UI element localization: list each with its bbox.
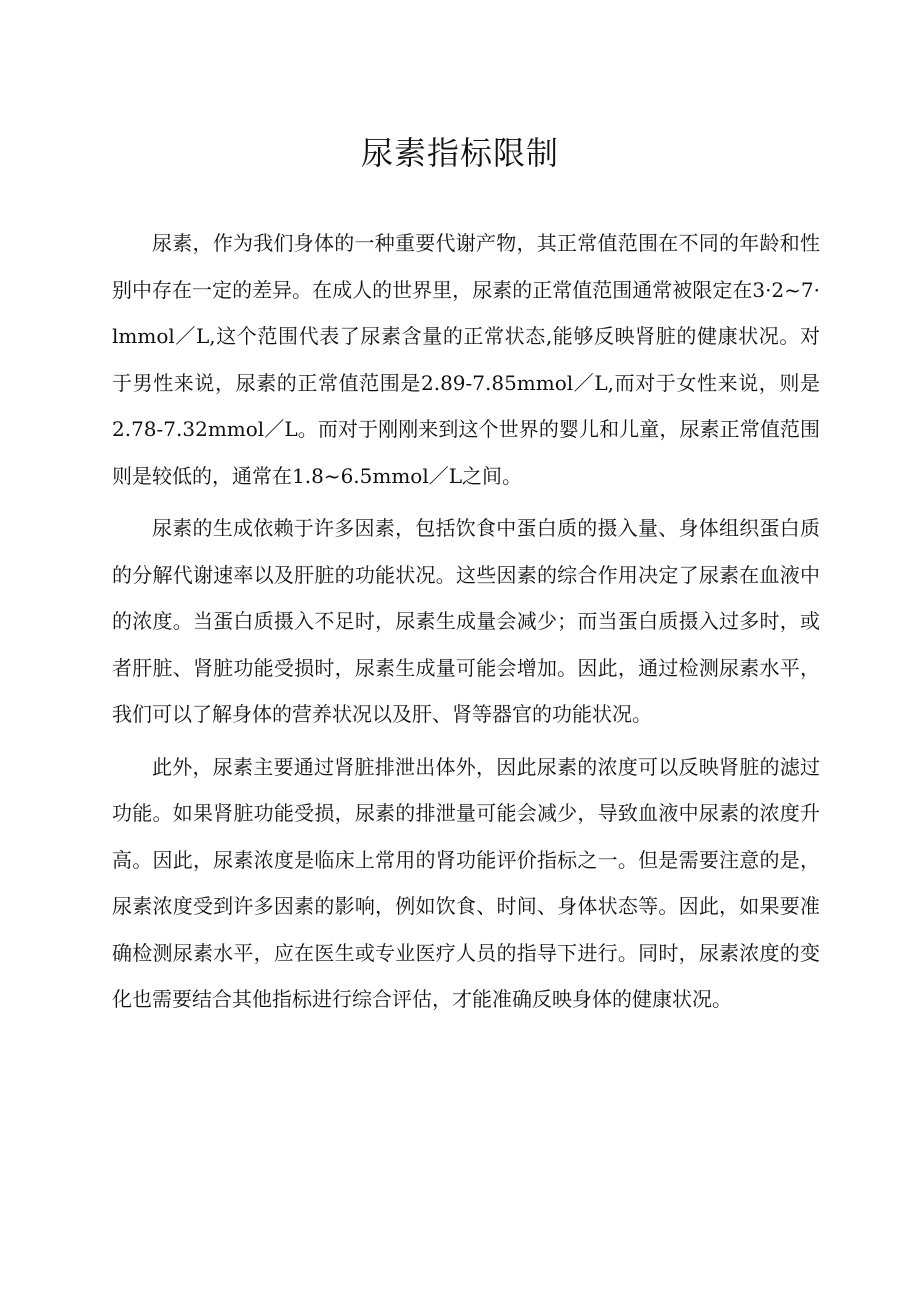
paragraph-3: 此外，尿素主要通过肾脏排泄出体外，因此尿素的浓度可以反映肾脏的滤过功能。如果肾脏功能受损，尿素的排泄量可能会减少，导致血液中尿素的浓度升高。因此，尿素浓度是临床上常用的肾功能评价指标之一。但是需要注意的是，尿素浓度受到许多因素的影响，例如饮食、时间、身体状态等。因此，如果要准确检测尿素水平，应在医生或专业医疗人员的指导下进行。同时，尿素浓度的变化也需要结合其他指标进行综合评估，才能准确反映身体的健康状况。	[112, 754, 820, 1011]
document-title: 尿素指标限制	[360, 134, 559, 172]
document-body	[112, 220, 820, 1029]
paragraph-1: 尿素，作为我们身体的一种重要代谢产物，其正常值范围在不同的年龄和性别中存在一定的差异。在成人的世界里，尿素的正常值范围通常被限定在3·2~7·lmmol／L,这个范围代表了尿素含量的正常状态,能够反映肾脏的健康状况。对于男性来说，尿素的正常值范围是2.89-7.85mmol／L,而对于女性来说，则是2.78-7.32mmol／L。而对于刚刚来到这个世界的婴儿和儿童，尿素正常值范围则是较低的，通常在1.8~6.5mmol／L之间。	[112, 231, 820, 488]
paragraph-2: 尿素的生成依赖于许多因素，包括饮食中蛋白质的摄入量、身体组织蛋白质的分解代谢速率以及肝脏的功能状况。这些因素的综合作用决定了尿素在血液中的浓度。当蛋白质摄入不足时，尿素生成量会减少；而当蛋白质摄入过多时，或者肝脏、肾脏功能受损时，尿素生成量可能会增加。因此，通过检测尿素水平，我们可以了解身体的营养状况以及肝、肾等器官的功能状况。	[112, 516, 820, 726]
